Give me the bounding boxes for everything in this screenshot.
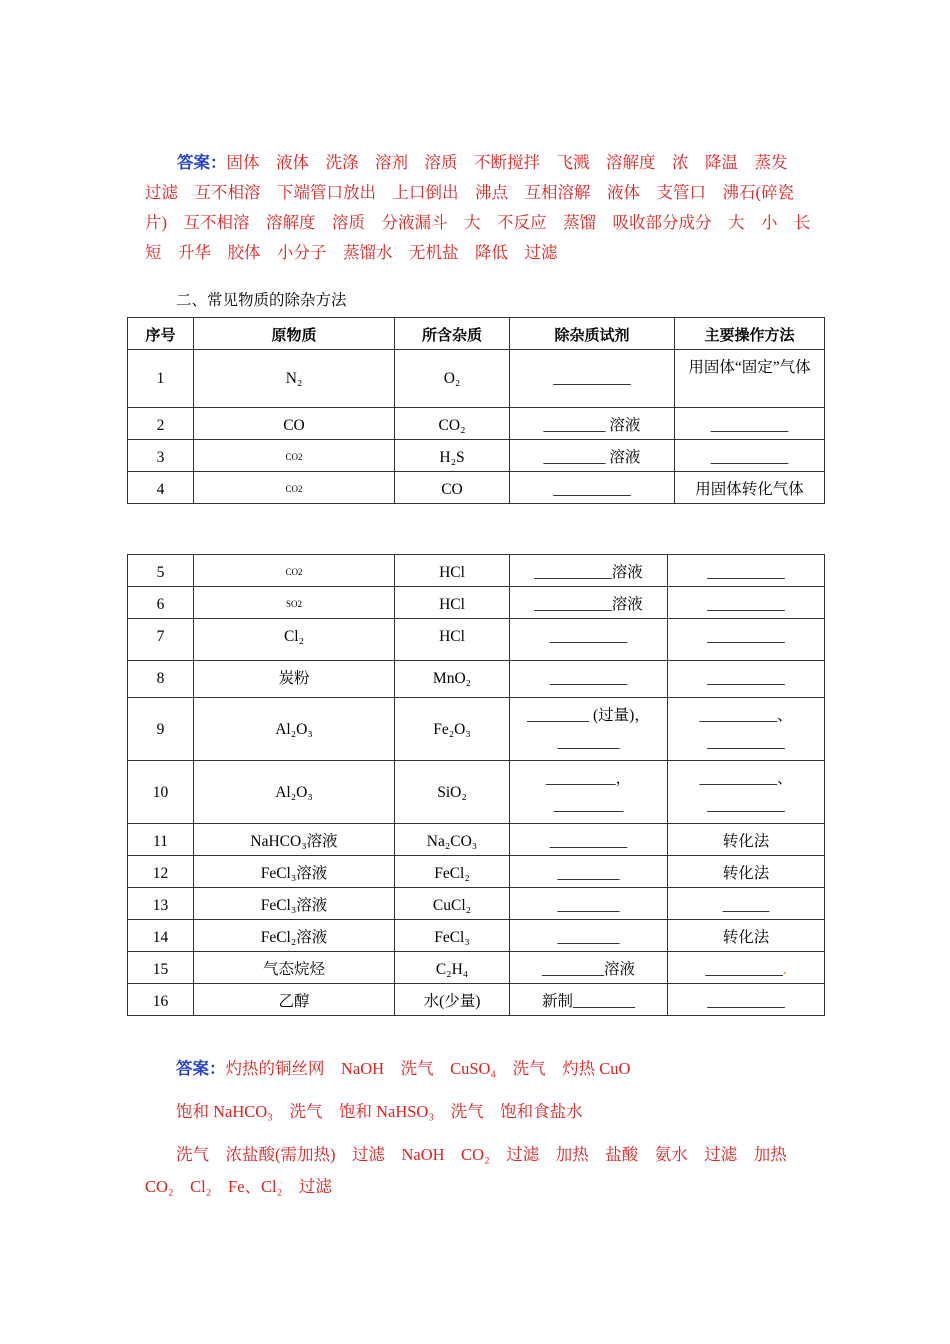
- table-row: [128, 920, 825, 952]
- cell-impurity: FeCl₂: [395, 856, 510, 888]
- cell-reagent: ________: [510, 856, 668, 888]
- cell-method: 转化法: [668, 920, 825, 952]
- answer-text: 固体 液体 洗涤 溶剂 溶质 不断搅拌 飞溅 溶解度 浓 降温 蒸发 过滤 互不相溶 下端管口放出 上口倒出 沸点 互相溶解 液体 支管口 沸石(碎瓷片) 互不相溶 溶解度 溶质 分液漏斗 大 不反应 蒸馏 吸收部分成分 大 小 长 短 升华 胶体 小分子 蒸馏水 无机盐 降低 过滤: [145, 153, 827, 262]
- cell-method: __________: [675, 408, 825, 440]
- cell-impurity: O₂: [395, 350, 510, 408]
- cell-reagent: __________溶液: [510, 555, 668, 587]
- table-row: [128, 661, 825, 698]
- cell-impurity: HCl: [395, 555, 510, 587]
- cell-substance: Cl₂: [194, 619, 395, 661]
- cell-method: 转化法: [668, 856, 825, 888]
- table-row: [128, 587, 825, 619]
- cell-impurity: Fe₂O₃: [395, 698, 510, 761]
- cell-index: 9: [128, 698, 194, 761]
- section-heading: 二、常见物质的除杂方法: [176, 291, 347, 309]
- cell-method: __________: [668, 587, 825, 619]
- cell-impurity: CO₂: [395, 408, 510, 440]
- answer-block-2-line3: 洗气 浓盐酸(需加热) 过滤 NaOH CO₂ 过滤 加热 盐酸 氨水 过滤 加热: [176, 1145, 787, 1164]
- cell-method: 用固体转化气体: [675, 472, 825, 504]
- cell-index: 13: [128, 888, 194, 920]
- cell-impurity: CuCl₂: [395, 888, 510, 920]
- cell-method: __________: [675, 440, 825, 472]
- cell-reagent: __________: [510, 472, 675, 504]
- cell-substance: CO: [194, 408, 395, 440]
- purification-table-part2: [127, 554, 825, 1016]
- cell-method: __________: [668, 661, 825, 698]
- cell-impurity: MnO₂: [395, 661, 510, 698]
- cell-reagent: __________: [510, 619, 668, 661]
- cell-method: __________: [668, 619, 825, 661]
- cell-index: 15: [128, 952, 194, 984]
- answer-block-2-line1: [176, 1056, 630, 1082]
- table-row: [128, 350, 825, 408]
- cell-impurity: 水(少量): [395, 984, 510, 1016]
- cell-method: ______: [668, 888, 825, 920]
- cell-method: __________: [668, 555, 825, 587]
- table-header-row: [128, 318, 825, 350]
- cell-reagent: ________ 溶液: [510, 440, 675, 472]
- cell-impurity: HCl: [395, 587, 510, 619]
- stray-dot: .: [782, 961, 787, 978]
- cell-method: 用固体“固定”气体: [675, 350, 825, 408]
- cell-substance: FeCl₃溶液: [194, 856, 395, 888]
- answer-text: 灼热的铜丝网 NaOH 洗气 CuSO₄ 洗气 灼热 CuO: [225, 1059, 631, 1078]
- cell-method-text: __________: [705, 961, 783, 978]
- header-impurity: 所含杂质: [395, 318, 510, 350]
- answer-label: 答案：: [176, 1059, 226, 1078]
- cell-index: 6: [128, 587, 194, 619]
- purification-table-part1: [127, 317, 825, 504]
- cell-method: __________、__________: [668, 698, 825, 761]
- cell-substance: 炭粉: [194, 661, 395, 698]
- header-method: 主要操作方法: [675, 318, 825, 350]
- cell-index: 4: [128, 472, 194, 504]
- cell-substance: N₂: [194, 350, 395, 408]
- cell-reagent: __________: [510, 824, 668, 856]
- cell-substance: CO2: [194, 472, 395, 504]
- cell-index: 14: [128, 920, 194, 952]
- cell-index: 7: [128, 619, 194, 661]
- cell-impurity: H₂S: [395, 440, 510, 472]
- cell-index: 8: [128, 661, 194, 698]
- cell-impurity: SiO₂: [395, 761, 510, 824]
- cell-index: 11: [128, 824, 194, 856]
- answer-block-2-line2: 饱和 NaHCO₃ 洗气 饱和 NaHSO₃ 洗气 饱和食盐水: [176, 1102, 583, 1121]
- cell-reagent: __________: [510, 350, 675, 408]
- cell-substance: 乙醇: [194, 984, 395, 1016]
- cell-impurity: C₂H₄: [395, 952, 510, 984]
- cell-substance: CO2: [194, 440, 395, 472]
- table-row: [128, 856, 825, 888]
- cell-substance: SO2: [194, 587, 395, 619]
- cell-index: 16: [128, 984, 194, 1016]
- cell-reagent: _________，_________: [510, 761, 668, 824]
- cell-reagent: ________ 溶液: [510, 408, 675, 440]
- table-row: [128, 952, 825, 984]
- answer-block-1: [145, 148, 827, 268]
- cell-substance: Al₂O₃: [194, 761, 395, 824]
- cell-substance: CO2: [194, 555, 395, 587]
- cell-substance: FeCl₂溶液: [194, 920, 395, 952]
- cell-reagent: ________ (过量)，________: [510, 698, 668, 761]
- header-reagent: 除杂质试剂: [510, 318, 675, 350]
- table-row: [128, 440, 825, 472]
- cell-impurity: Na₂CO₃: [395, 824, 510, 856]
- table-row: [128, 408, 825, 440]
- header-substance: 原物质: [194, 318, 395, 350]
- table-row: [128, 698, 825, 761]
- table-row: [128, 824, 825, 856]
- table-row: [128, 619, 825, 661]
- table-row: [128, 555, 825, 587]
- cell-reagent: __________溶液: [510, 587, 668, 619]
- cell-reagent: ________溶液: [510, 952, 668, 984]
- cell-index: 12: [128, 856, 194, 888]
- cell-impurity: HCl: [395, 619, 510, 661]
- cell-substance: FeCl₃溶液: [194, 888, 395, 920]
- answer-label: 答案：: [177, 153, 227, 172]
- cell-reagent: 新制________: [510, 984, 668, 1016]
- cell-reagent: ________: [510, 888, 668, 920]
- cell-index: 5: [128, 555, 194, 587]
- cell-index: 2: [128, 408, 194, 440]
- cell-method: 转化法: [668, 824, 825, 856]
- table-row: [128, 761, 825, 824]
- cell-reagent: ________: [510, 920, 668, 952]
- header-index: 序号: [128, 318, 194, 350]
- cell-impurity: CO: [395, 472, 510, 504]
- cell-impurity: FeCl₃: [395, 920, 510, 952]
- cell-method: __________: [668, 984, 825, 1016]
- cell-method: [668, 952, 825, 984]
- table-row: [128, 888, 825, 920]
- cell-method: __________、__________: [668, 761, 825, 824]
- cell-substance: NaHCO₃溶液: [194, 824, 395, 856]
- cell-index: 10: [128, 761, 194, 824]
- cell-index: 1: [128, 350, 194, 408]
- cell-substance: 气态烷烃: [194, 952, 395, 984]
- table-row: [128, 472, 825, 504]
- table-row: [128, 984, 825, 1016]
- cell-index: 3: [128, 440, 194, 472]
- cell-substance: Al₂O₃: [194, 698, 395, 761]
- answer-block-2-line4: CO₂ Cl₂ Fe、Cl₂ 过滤: [145, 1177, 332, 1196]
- cell-reagent: __________: [510, 661, 668, 698]
